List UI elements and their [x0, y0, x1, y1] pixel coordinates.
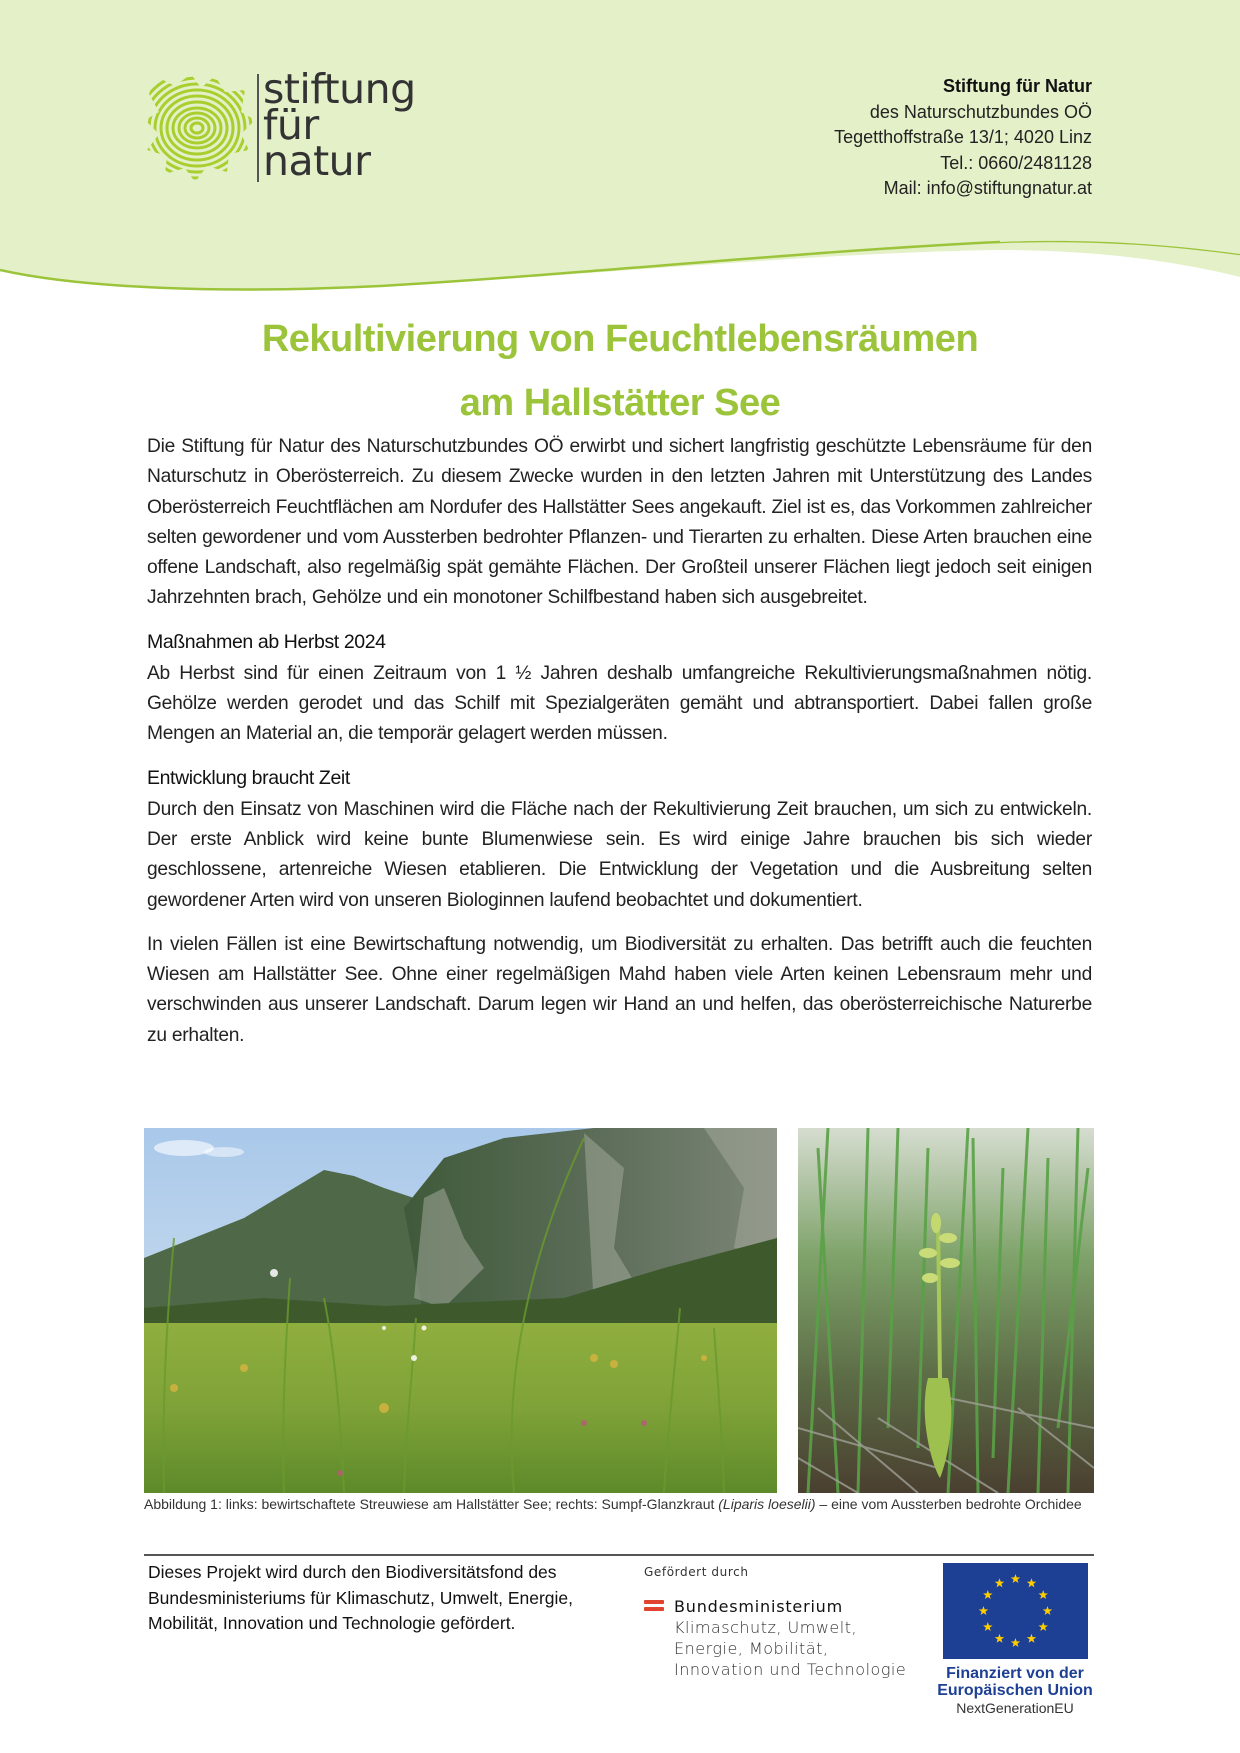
page-title — [0, 307, 1240, 435]
contact-block — [834, 74, 1092, 202]
page-title-line1: Rekultivierung von Feuchtlebensräumen — [261, 318, 979, 360]
logo-divider — [257, 74, 259, 182]
ministry-name: Bundesministerium — [674, 1597, 844, 1616]
caption-species-name: (Liparis loeselii) — [718, 1496, 816, 1512]
caption-text-end: – eine vom Aussterben bedrohte Orchidee — [815, 1496, 1082, 1512]
funded-by-label: Gefördert durch — [644, 1565, 749, 1579]
contact-email[interactable]: Mail: info@stiftungnatur.at — [883, 178, 1092, 198]
page-title-line2: am Hallstätter See — [459, 382, 781, 424]
eu-line1: Finanziert von der — [946, 1665, 1084, 1682]
contact-address: Tegetthoffstraße 13/1; 4020 Linz — [834, 127, 1092, 147]
funding-statement: Dieses Projekt wird durch den Biodiversitätsfond des Bundesministeriums für Klimaschutz, Umwelt, Energie, Mobilität, Innovation und Technologie gefördert. — [148, 1562, 574, 1633]
header-wave — [0, 200, 1240, 300]
section-paragraph: In vielen Fällen ist eine Bewirtschaftung notwendig, um Biodiversität zu erhalten. Das betrifft auch die feuchten Wiesen am Hallstätter See. Ohne einer regelmäßigen Mahd haben viele Arten keinen Lebensraum mehr und verschwinden aus unserer Landschaft. Darum legen wir Hand an und helfen, das oberösterreichische Naturerbe zu erhalten. — [147, 933, 1092, 1046]
eu-line3: NextGenerationEU — [956, 1700, 1074, 1716]
section-paragraph: Durch den Einsatz von Maschinen wird die Fläche nach der Rekultivierung Zeit brauchen, um sich zu entwickeln. Der erste Anblick wird keine bunte Blumenwiese sein. Es wird einige Jahre brauchen bis sich wieder geschlossene, artenreiche Wiesen etablieren. Die Entwicklung der Vegetation und die Ausbreitung selten gewordener Arten wird von unseren Biologinnen laufend beobachtet und dokumentiert. — [147, 798, 1092, 911]
eu-funding-logo — [935, 1563, 1095, 1717]
contact-phone[interactable]: Tel.: 0660/2481128 — [940, 152, 1092, 173]
intro-paragraph: Die Stiftung für Natur des Naturschutzbundes OÖ erwirbt und sichert langfristig geschützte Lebensräume für den Naturschutz in Oberösterreich. Zu diesem Zwecke wurden in den letzten Jahren mit Unterstützung des Landes Oberösterreich Feuchtflächen am Nordufer des Hallstätter Sees angekauft. Ziel ist es, das Vorkommen zahlreicher selten gewordener und vom Aussterben bedrohter Pflanzen- und Tierarten zu erhalten. Diese Arten brauchen eine offene Landschaft, also regelmäßig spät gemähte Flächen. Der Großteil unserer Flächen liegt jedoch seit einigen Jahrzehnten brach, Gehölze und ein monotoner Schilfbestand haben sich ausgebreitet. — [147, 436, 1092, 609]
ministry-line: Klimaschutz, Umwelt, — [674, 1618, 858, 1637]
eu-line2: Europäischen Union — [937, 1682, 1093, 1699]
contact-subtitle: des Naturschutzbundes OÖ — [869, 101, 1092, 122]
section-paragraph: Ab Herbst sind für einen Zeitraum von 1 ½ Jahren deshalb umfangreiche Rekultivierungsmaßnahmen nötig. Gehölze werden gerodet und das Schilf mit Spezialgeräten gemäht und abtransportiert. Dabei fallen große Mengen an Material an, die temporär gelagert werden müssen. — [147, 662, 1092, 745]
fingerprint-leaf-icon — [145, 72, 255, 184]
article-body — [147, 432, 1092, 1051]
figure-caption — [144, 1494, 1094, 1514]
ministry-line: Energie, Mobilität, — [674, 1639, 829, 1658]
ministry-line: Innovation und Technologie — [674, 1660, 907, 1679]
contact-organization: Stiftung für Natur — [943, 76, 1092, 96]
eu-flag-icon — [943, 1563, 1088, 1659]
caption-text: Abbildung 1: links: bewirtschaftete Streuwiese am Hallstätter See; rechts: Sumpf-Glanzkraut — [144, 1496, 719, 1512]
ministry-logo — [644, 1565, 934, 1680]
logo-word-stiftung: stiftung — [263, 65, 416, 113]
logo — [145, 65, 416, 187]
logo-word-fuer: für — [263, 101, 319, 149]
section-heading-massnahmen: Maßnahmen ab Herbst 2024 — [147, 630, 386, 653]
logo-word-natur: natur — [263, 137, 371, 185]
footer-divider — [144, 1554, 1094, 1556]
orchid-in-grass-photo — [798, 1128, 1094, 1493]
section-heading-entwicklung: Entwicklung braucht Zeit — [147, 766, 350, 789]
meadow-with-mountains-photo — [144, 1128, 777, 1493]
austria-flag-icon — [644, 1600, 664, 1680]
